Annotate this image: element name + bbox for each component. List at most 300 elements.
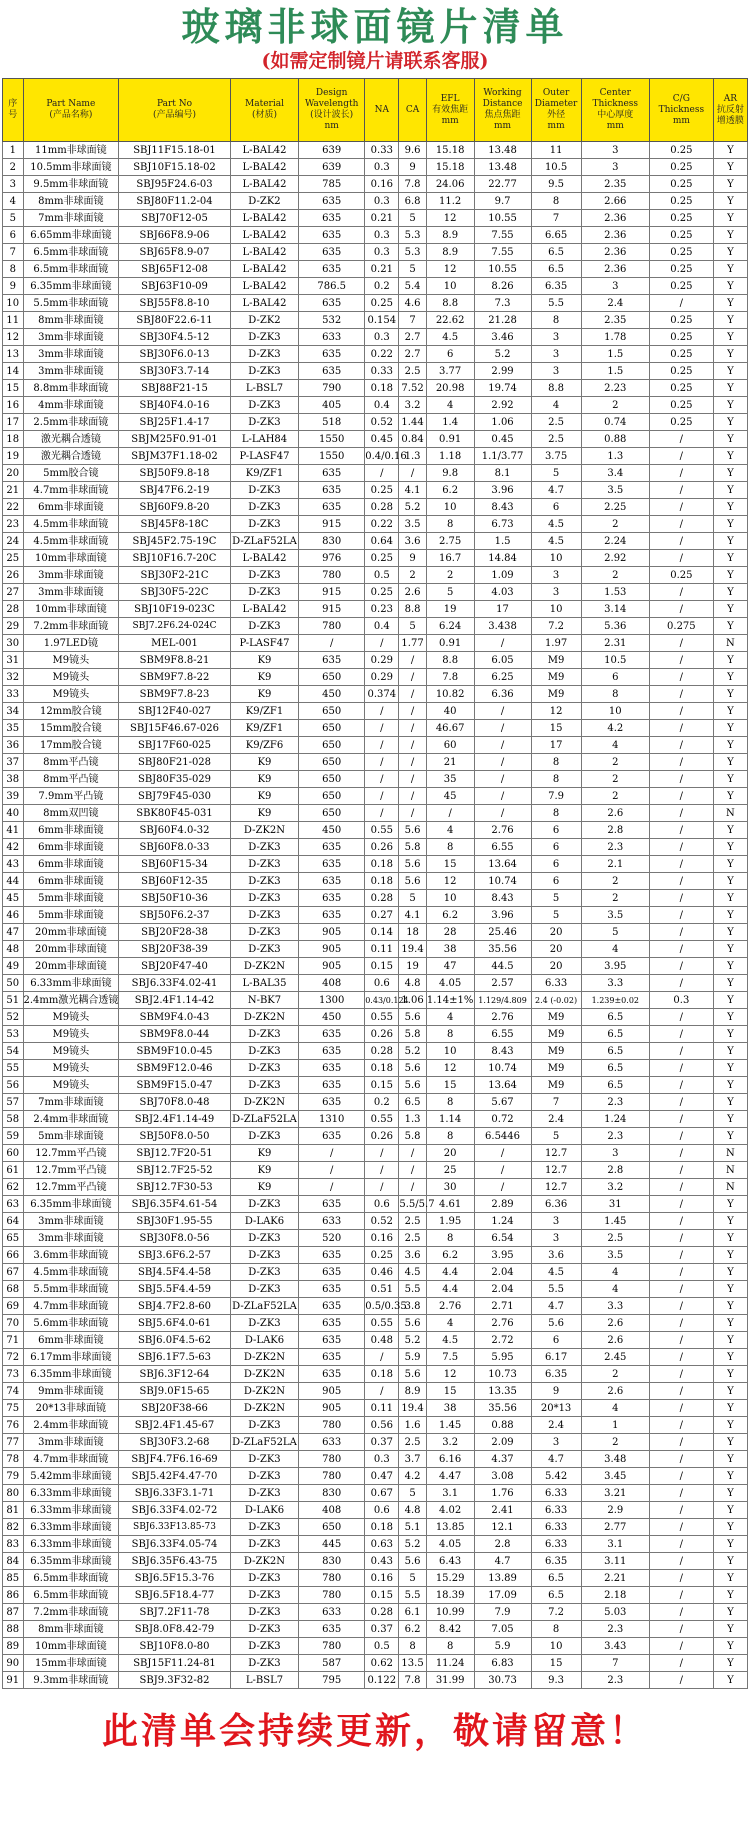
table-cell: 8.9 xyxy=(399,1383,426,1400)
table-cell: P-LASF47 xyxy=(230,448,298,465)
table-cell: 780 xyxy=(299,1587,365,1604)
table-cell: 0.25 xyxy=(649,380,713,397)
table-cell: 56 xyxy=(3,1077,24,1094)
table-cell: 3.7 xyxy=(399,1451,426,1468)
table-cell: SBJ80F21-028 xyxy=(119,754,231,771)
table-cell: 63 xyxy=(3,1196,24,1213)
table-row xyxy=(3,686,748,703)
table-cell: 3.6 xyxy=(531,1247,581,1264)
table-cell: Y xyxy=(713,210,747,227)
table-cell: N xyxy=(713,1162,747,1179)
table-cell: SBJ10F15.18-02 xyxy=(119,159,231,176)
table-cell: 4.5 xyxy=(531,533,581,550)
table-cell: 27 xyxy=(3,584,24,601)
table-cell: 10.5 xyxy=(531,159,581,176)
table-cell: / xyxy=(649,958,713,975)
table-cell: 7.2mm非球面镜 xyxy=(23,1604,119,1621)
table-cell: 76 xyxy=(3,1417,24,1434)
page-title: 玻璃非球面镜片清单 xyxy=(181,4,569,49)
table-cell: 13.48 xyxy=(474,142,531,159)
table-cell: 2.72 xyxy=(474,1332,531,1349)
table-cell: 46 xyxy=(3,907,24,924)
table-row xyxy=(3,975,748,992)
table-cell: 19.4 xyxy=(399,1400,426,1417)
table-cell: 3.2 xyxy=(399,397,426,414)
table-cell: D-ZK2N xyxy=(230,1553,298,1570)
table-cell: 5.6 xyxy=(399,1009,426,1026)
column-header-line: NA xyxy=(374,104,389,115)
table-cell: 11mm非球面镜 xyxy=(23,142,119,159)
table-cell: 61 xyxy=(3,1162,24,1179)
table-cell: / xyxy=(649,1315,713,1332)
table-cell: 0.88 xyxy=(581,431,649,448)
table-cell: 10 xyxy=(3,295,24,312)
table-cell: 7.8 xyxy=(399,1672,426,1689)
table-cell: SBJ47F6.2-19 xyxy=(119,482,231,499)
table-cell: 5.2 xyxy=(399,499,426,516)
table-cell: 0.55 xyxy=(365,822,399,839)
table-row xyxy=(3,1162,748,1179)
table-cell: 3mm非球面镜 xyxy=(23,1230,119,1247)
table-cell: 6.1 xyxy=(399,1604,426,1621)
table-cell: 5 xyxy=(399,1570,426,1587)
table-cell: Y xyxy=(713,788,747,805)
table-cell: 8 xyxy=(399,1638,426,1655)
table-cell: 35 xyxy=(3,720,24,737)
column-header-line: Wavelength xyxy=(304,99,359,109)
table-cell: 3.08 xyxy=(474,1468,531,1485)
table-cell: SBJ30F3.7-14 xyxy=(119,363,231,380)
table-cell: 2.5 xyxy=(581,1230,649,1247)
table-cell: 36 xyxy=(3,737,24,754)
table-row xyxy=(3,1366,748,1383)
table-cell: SBJ6.3F12-64 xyxy=(119,1366,231,1383)
table-cell: SBJ11F15.18-01 xyxy=(119,142,231,159)
table-cell: Y xyxy=(713,278,747,295)
table-cell: L-BAL42 xyxy=(230,210,298,227)
table-cell: 5.5 xyxy=(531,295,581,312)
table-cell: SBJ20F47-40 xyxy=(119,958,231,975)
column-header-line: AR xyxy=(723,93,738,104)
table-cell: Y xyxy=(713,1400,747,1417)
table-cell: 2.75 xyxy=(426,533,474,550)
table-cell: 905 xyxy=(299,924,365,941)
table-cell: 13 xyxy=(3,346,24,363)
table-cell: 26 xyxy=(3,567,24,584)
table-cell: 915 xyxy=(299,601,365,618)
table-row xyxy=(3,227,748,244)
table-row xyxy=(3,1468,748,1485)
table-cell: 3 xyxy=(581,142,649,159)
table-cell: 1.14±1% xyxy=(426,992,474,1009)
table-cell: 1.09 xyxy=(474,567,531,584)
table-row xyxy=(3,822,748,839)
table-cell: Y xyxy=(713,567,747,584)
table-cell: SBJ12.7F20-51 xyxy=(119,1145,231,1162)
table-cell: 2.35 xyxy=(581,176,649,193)
table-cell: 0.5/0.35 xyxy=(365,1298,399,1315)
table-cell: Y xyxy=(713,295,747,312)
table-row xyxy=(3,1434,748,1451)
table-cell: 3mm非球面镜 xyxy=(23,567,119,584)
table-cell: 0.25 xyxy=(365,295,399,312)
table-cell: Y xyxy=(713,397,747,414)
table-cell: SBJ8.0F8.42-79 xyxy=(119,1621,231,1638)
table-cell: D-ZK3 xyxy=(230,1536,298,1553)
column-header xyxy=(23,79,119,142)
column-header-line: mm xyxy=(547,121,565,131)
table-cell: 0.28 xyxy=(365,1604,399,1621)
table-cell: 7 xyxy=(3,244,24,261)
table-cell: 15.29 xyxy=(426,1570,474,1587)
table-cell: 0.3 xyxy=(365,1451,399,1468)
table-cell: 635 xyxy=(299,482,365,499)
table-cell: 8.8 xyxy=(426,652,474,669)
column-header-line: (产品编号) xyxy=(152,110,197,120)
table-cell: / xyxy=(399,686,426,703)
table-row xyxy=(3,1383,748,1400)
table-cell: Y xyxy=(713,261,747,278)
table-cell: 4 xyxy=(426,822,474,839)
table-cell: 635 xyxy=(299,363,365,380)
table-cell: 2.5 xyxy=(399,363,426,380)
table-cell: 4.4 xyxy=(426,1281,474,1298)
table-cell: 0.25 xyxy=(649,312,713,329)
table-cell: L-BAL42 xyxy=(230,295,298,312)
table-cell: 635 xyxy=(299,1196,365,1213)
table-cell: K9 xyxy=(230,686,298,703)
table-cell: / xyxy=(649,703,713,720)
table-cell: 650 xyxy=(299,788,365,805)
table-cell: / xyxy=(649,941,713,958)
table-cell: Y xyxy=(713,1230,747,1247)
table-cell: Y xyxy=(713,975,747,992)
table-cell: Y xyxy=(713,159,747,176)
table-cell: 7.9 xyxy=(531,788,581,805)
table-cell: 4.8 xyxy=(399,975,426,992)
table-cell: 905 xyxy=(299,1383,365,1400)
table-cell: / xyxy=(365,771,399,788)
table-cell: 50 xyxy=(3,975,24,992)
table-cell: Y xyxy=(713,1638,747,1655)
table-cell: 3.3 xyxy=(581,1298,649,1315)
table-cell: 6.17 xyxy=(531,1349,581,1366)
column-header xyxy=(230,79,298,142)
table-cell: 18 xyxy=(3,431,24,448)
table-cell: 5 xyxy=(399,261,426,278)
table-row xyxy=(3,159,748,176)
table-cell: 6.33mm非球面镜 xyxy=(23,975,119,992)
table-cell: 40 xyxy=(426,703,474,720)
table-cell: Y xyxy=(713,1366,747,1383)
table-cell: / xyxy=(649,1570,713,1587)
table-row xyxy=(3,601,748,618)
table-cell: 0.25 xyxy=(649,227,713,244)
table-cell: 0.28 xyxy=(365,1043,399,1060)
table-cell: 3 xyxy=(531,363,581,380)
table-cell: Y xyxy=(713,1434,747,1451)
table-cell: 4.2 xyxy=(399,1468,426,1485)
table-cell: 0.46 xyxy=(365,1264,399,1281)
table-row xyxy=(3,533,748,550)
table-cell: SBJ6.0F4.5-62 xyxy=(119,1332,231,1349)
table-cell: 0.3 xyxy=(649,992,713,1009)
table-cell: 6 xyxy=(531,1332,581,1349)
table-cell: 3 xyxy=(581,1145,649,1162)
table-cell: 0.18 xyxy=(365,1519,399,1536)
table-row xyxy=(3,1128,748,1145)
table-cell: SBJ10F19-023C xyxy=(119,601,231,618)
table-cell: 66 xyxy=(3,1247,24,1264)
table-cell: 12.7mm平凸镜 xyxy=(23,1179,119,1196)
table-cell: 4 xyxy=(531,397,581,414)
table-cell: / xyxy=(649,601,713,618)
table-cell: / xyxy=(399,465,426,482)
table-cell: SBJ50F9.8-18 xyxy=(119,465,231,482)
table-cell: Y xyxy=(713,1417,747,1434)
table-cell: 2 xyxy=(581,1434,649,1451)
table-cell: 20 xyxy=(3,465,24,482)
table-cell: 6.33mm非球面镜 xyxy=(23,1502,119,1519)
table-cell: 4.5mm非球面镜 xyxy=(23,1264,119,1281)
table-cell: 5mm非球面镜 xyxy=(23,907,119,924)
table-cell: 4.6 xyxy=(399,295,426,312)
column-header-line: Material xyxy=(245,99,284,109)
column-header xyxy=(3,79,24,142)
table-cell: 0.25 xyxy=(649,414,713,431)
table-cell: 915 xyxy=(299,584,365,601)
table-cell: M9镜头 xyxy=(23,1009,119,1026)
table-cell: 2 xyxy=(581,1366,649,1383)
table-cell: 0.21 xyxy=(365,261,399,278)
table-cell: 4.5mm非球面镜 xyxy=(23,516,119,533)
table-cell: 4 xyxy=(426,1315,474,1332)
table-cell: 16 xyxy=(3,397,24,414)
table-cell: 635 xyxy=(299,210,365,227)
table-cell: 0.4 xyxy=(365,618,399,635)
table-cell: 17 xyxy=(531,737,581,754)
table-cell: / xyxy=(649,924,713,941)
table-row xyxy=(3,652,748,669)
table-cell: K9 xyxy=(230,805,298,822)
table-cell: 0.25 xyxy=(365,550,399,567)
page-subtitle: (如需定制镜片请联系客服) xyxy=(261,50,489,72)
table-cell: / xyxy=(474,703,531,720)
table-cell: 520 xyxy=(299,1230,365,1247)
table-cell: D-ZK3 xyxy=(230,1655,298,1672)
table-cell: 31 xyxy=(581,1196,649,1213)
table-cell: 20mm非球面镜 xyxy=(23,958,119,975)
table-cell: 650 xyxy=(299,754,365,771)
table-cell: 6.33 xyxy=(531,1485,581,1502)
table-cell: SBJ20F38-39 xyxy=(119,941,231,958)
table-cell: 10.55 xyxy=(474,210,531,227)
table-cell: 9 xyxy=(3,278,24,295)
table-row xyxy=(3,1213,748,1230)
table-cell: 1.4 xyxy=(426,414,474,431)
table-cell: / xyxy=(649,635,713,652)
table-cell: SBJ5.6F4.0-61 xyxy=(119,1315,231,1332)
table-cell: / xyxy=(649,1298,713,1315)
table-cell: 6.35mm非球面镜 xyxy=(23,1196,119,1213)
table-cell: L-BAL42 xyxy=(230,261,298,278)
table-row xyxy=(3,193,748,210)
table-cell: Y xyxy=(713,482,747,499)
table-cell: / xyxy=(649,1094,713,1111)
table-cell: Y xyxy=(713,907,747,924)
column-header-line: Part Name xyxy=(46,99,96,109)
table-cell: / xyxy=(365,720,399,737)
table-row xyxy=(3,363,748,380)
table-cell: 0.6 xyxy=(365,1196,399,1213)
table-cell: 9.3 xyxy=(531,1672,581,1689)
table-cell: 3.2 xyxy=(581,1179,649,1196)
table-cell: 38 xyxy=(3,771,24,788)
table-cell: 60 xyxy=(3,1145,24,1162)
table-cell: 2.1 xyxy=(581,856,649,873)
table-cell: 635 xyxy=(299,1315,365,1332)
table-cell: Y xyxy=(713,1077,747,1094)
table-cell: 2.8 xyxy=(581,822,649,839)
table-cell: 10.82 xyxy=(426,686,474,703)
table-cell: D-ZLaF52LA xyxy=(230,1434,298,1451)
table-cell: 2.3 xyxy=(581,839,649,856)
table-row xyxy=(3,1315,748,1332)
table-cell: 6.16 xyxy=(426,1451,474,1468)
table-cell: 6.5 xyxy=(581,1026,649,1043)
table-row xyxy=(3,312,748,329)
table-cell: / xyxy=(649,771,713,788)
table-cell: 7.55 xyxy=(474,244,531,261)
table-cell: / xyxy=(365,703,399,720)
table-cell: D-ZK3 xyxy=(230,1604,298,1621)
table-cell: Y xyxy=(713,890,747,907)
table-cell: 9.3mm非球面镜 xyxy=(23,1672,119,1689)
table-cell: 12.7 xyxy=(531,1145,581,1162)
table-cell: L-LAH84 xyxy=(230,431,298,448)
table-cell: 2.41 xyxy=(474,1502,531,1519)
table-cell: 5.5mm非球面镜 xyxy=(23,1281,119,1298)
table-cell: 1.44 xyxy=(399,414,426,431)
table-cell: / xyxy=(649,652,713,669)
table-cell: N xyxy=(713,805,747,822)
table-cell: SBJ80F22.6-11 xyxy=(119,312,231,329)
table-cell: Y xyxy=(713,1247,747,1264)
table-cell: 450 xyxy=(299,686,365,703)
table-cell: 23 xyxy=(3,516,24,533)
table-cell: 518 xyxy=(299,414,365,431)
table-row xyxy=(3,1519,748,1536)
table-cell: SBJ10F8.0-80 xyxy=(119,1638,231,1655)
table-cell: D-ZK3 xyxy=(230,567,298,584)
table-cell: 20.98 xyxy=(426,380,474,397)
table-cell: 3.95 xyxy=(474,1247,531,1264)
table-row xyxy=(3,924,748,941)
table-cell: K9 xyxy=(230,1179,298,1196)
table-cell: 53 xyxy=(3,1026,24,1043)
table-cell: 42 xyxy=(3,839,24,856)
table-cell: / xyxy=(474,1162,531,1179)
table-cell: 0.25 xyxy=(649,142,713,159)
table-cell: M9镜头 xyxy=(23,1060,119,1077)
table-cell: Y xyxy=(713,1111,747,1128)
table-cell: 15mm胶合镜 xyxy=(23,720,119,737)
table-cell: 635 xyxy=(299,346,365,363)
table-cell: 4.7 xyxy=(531,1451,581,1468)
table-cell: 9 xyxy=(531,1383,581,1400)
table-cell: 15.18 xyxy=(426,159,474,176)
table-cell: 51 xyxy=(3,992,24,1009)
table-cell: M9 xyxy=(531,1060,581,1077)
table-row xyxy=(3,771,748,788)
table-cell: / xyxy=(399,1145,426,1162)
table-cell: 3 xyxy=(531,567,581,584)
table-cell: / xyxy=(365,737,399,754)
table-cell: / xyxy=(649,1264,713,1281)
table-cell: 635 xyxy=(299,873,365,890)
table-cell: 0.2 xyxy=(365,278,399,295)
table-cell: 0.374 xyxy=(365,686,399,703)
table-cell: 3.6 xyxy=(399,1247,426,1264)
table-cell: SBJ65F12-08 xyxy=(119,261,231,278)
table-cell: 48 xyxy=(3,941,24,958)
table-row xyxy=(3,584,748,601)
table-cell: 75 xyxy=(3,1400,24,1417)
table-cell: Y xyxy=(713,686,747,703)
table-cell: 14 xyxy=(3,363,24,380)
table-cell: / xyxy=(649,1060,713,1077)
table-cell: 0.3 xyxy=(365,159,399,176)
table-cell: 7.5 xyxy=(426,1349,474,1366)
table-cell: 2 xyxy=(426,567,474,584)
table-cell: 2 xyxy=(581,771,649,788)
column-header-line: (材质) xyxy=(251,110,277,120)
table-cell: / xyxy=(649,1349,713,1366)
column-header-line: Center xyxy=(599,88,631,98)
column-header xyxy=(531,79,581,142)
table-cell: 1.45 xyxy=(426,1417,474,1434)
table-cell: 6.83 xyxy=(474,1655,531,1672)
table-cell: 3.8 xyxy=(399,1298,426,1315)
table-cell: 5.6mm非球面镜 xyxy=(23,1315,119,1332)
table-cell: SBJ65F8.9-07 xyxy=(119,244,231,261)
table-cell: K9 xyxy=(230,669,298,686)
table-row xyxy=(3,499,748,516)
table-cell: 10.73 xyxy=(474,1366,531,1383)
table-cell: 31 xyxy=(3,652,24,669)
table-cell: D-ZK3 xyxy=(230,1043,298,1060)
table-cell: 45 xyxy=(3,890,24,907)
table-cell: 8 xyxy=(426,1094,474,1111)
table-cell: / xyxy=(299,1179,365,1196)
table-cell: 780 xyxy=(299,1451,365,1468)
table-cell: 0.6 xyxy=(365,975,399,992)
table-cell: 72 xyxy=(3,1349,24,1366)
table-cell: 19 xyxy=(399,958,426,975)
table-cell: 6 xyxy=(426,346,474,363)
column-header-line: Design xyxy=(315,88,348,98)
table-cell: D-ZK3 xyxy=(230,907,298,924)
table-row xyxy=(3,1145,748,1162)
table-cell: Y xyxy=(713,839,747,856)
table-cell: SBJ95F24.6-03 xyxy=(119,176,231,193)
table-cell: Y xyxy=(713,363,747,380)
table-cell: 633 xyxy=(299,1604,365,1621)
table-cell: / xyxy=(649,890,713,907)
table-cell: 2.6 xyxy=(581,1332,649,1349)
table-cell: 1.53 xyxy=(581,584,649,601)
column-header-line: nm xyxy=(324,121,339,131)
